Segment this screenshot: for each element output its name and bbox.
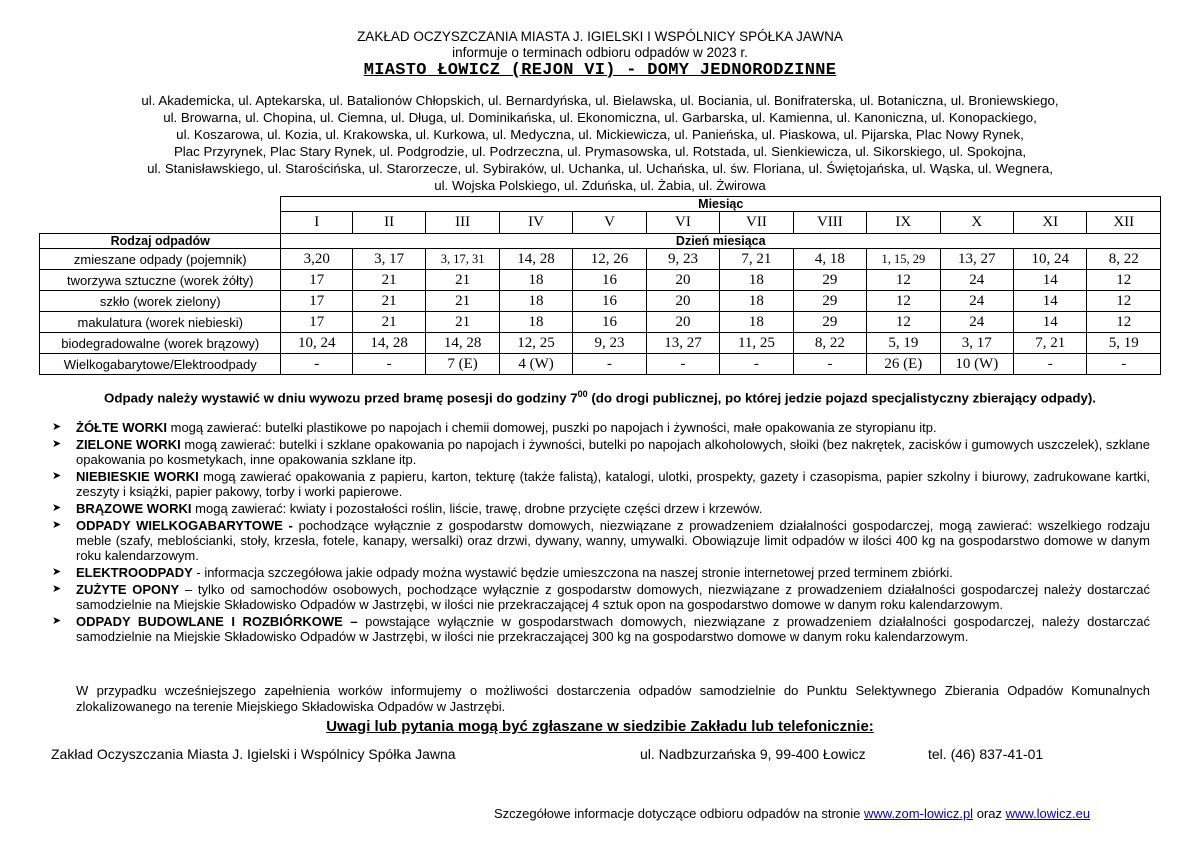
day-cell: -: [1014, 354, 1087, 375]
list-item: [52, 501, 1150, 516]
arrow-bullet-icon: ➤: [52, 614, 62, 627]
waste-type-header: Rodzaj odpadów: [40, 234, 281, 249]
day-cell: 17: [281, 312, 352, 333]
day-cell: 4 (W): [499, 354, 572, 375]
arrow-bullet-icon: ➤: [52, 421, 62, 433]
day-cell: 7, 21: [720, 249, 793, 270]
day-cell: 13, 27: [646, 333, 719, 354]
day-cell: 12: [867, 312, 940, 333]
waste-type-cell: makulatura (worek niebieski): [40, 312, 281, 333]
schedule-table: [39, 196, 1161, 375]
day-cell: 4, 18: [793, 249, 866, 270]
month-cell: VI: [646, 212, 719, 234]
street-list: [50, 92, 1150, 194]
note-superscript: 00: [577, 389, 588, 399]
day-cell: 12: [867, 270, 940, 291]
list-item-text: mogą zawierać: kwiaty i pozostałości roślin, liście, trawę, drobne przycięte części drzew i krzewów.: [191, 500, 763, 516]
waste-type-cell: szkło (worek zielony): [40, 291, 281, 312]
day-cell: 18: [499, 270, 572, 291]
info-paragraph: W przypadku wcześniejszego zapełnienia worków informujemy o możliwości dostarczenia odpadów samodzielnie do Punktu Selektywnego Zbierania Odpadów Komunalnych zlokalizowanego na terenie Miejskiego Składowiska Odpadów w Jastrzębi.: [76, 683, 1150, 714]
note-text-end: (do drogi publicznej, po której jedzie pojazd specjalistyczny zbierający odpady).: [587, 390, 1096, 406]
day-cell: 14: [1014, 312, 1087, 333]
day-cell: 20: [646, 270, 719, 291]
day-cell: 14, 28: [426, 333, 499, 354]
questions-heading: Uwagi lub pytania mogą być zgłaszane w siedzibie Zakładu lub telefonicznie:: [326, 718, 874, 735]
website-link-lowicz[interactable]: www.lowicz.eu: [1005, 806, 1091, 821]
day-cell: 20: [646, 312, 719, 333]
month-cell: X: [940, 212, 1013, 234]
street-line: ul. Browarna, ul. Chopina, ul. Ciemna, ul. Długa, ul. Dominikańska, ul. Ekonomiczna, ul. Garbarska, ul. Kamienna, ul. Kanoniczna, ul. Konopackiego,: [163, 110, 1037, 125]
list-item-text: mogą zawierać: butelki i szklane opakowania po napojach i żywności, butelki po napojach alkoholowych, słoiki (bez nakrętek, zacisków i gumowych uszczelek), szklane opakowania po kosmetykach, inne opakowania szklane itp.: [76, 436, 1150, 467]
day-cell: 21: [352, 291, 425, 312]
day-cell: 8, 22: [1087, 249, 1161, 270]
day-cell: 24: [940, 312, 1013, 333]
arrow-bullet-icon: ➤: [52, 469, 62, 482]
waste-type-cell: zmieszane odpady (pojemnik): [40, 249, 281, 270]
month-cell: II: [352, 212, 425, 234]
list-item-text: mogą zawierać opakowania z papieru, karton, tekturę (także falistą), katalogi, ulotki, prospekty, gazety i czasopisma, papier szkolny i biurowy, zadrukowane kartki, zeszyty i książki, papier pakowy, torby i worki papierowe.: [76, 468, 1150, 499]
day-cell: 21: [426, 312, 499, 333]
footer-conjunction: oraz: [973, 806, 1006, 821]
day-cell: 10, 24: [281, 333, 352, 354]
list-item-text: powstające wyłącznie w gospodarstwach domowych, niezwiązane z prowadzeniem działalności gospodarczej, należy dostarczać samodzielnie na Miejskie Składowisko Odpadów w Jastrzębi, w ilości nie przekraczającej 300 kg na gospodarstwo domowe w danym roku kalendarzowym.: [76, 613, 1150, 644]
street-line: ul. Wojska Polskiego, ul. Zduńska, ul. Żabia, ul. Żwirowa: [434, 178, 766, 193]
list-item-title: ZUŻYTE OPONY: [76, 581, 180, 597]
contact-company: Zakład Oczyszczania Miasta J. Igielski i Wspólnicy Spółka Jawna: [51, 746, 456, 762]
month-cell: III: [426, 212, 499, 234]
list-item-title: ŻÓŁTE WORKI: [76, 420, 167, 435]
arrow-bullet-icon: ➤: [52, 582, 62, 595]
day-cell: 21: [352, 312, 425, 333]
street-line: Plac Przyrynek, Plac Stary Rynek, ul. Podgrodzie, ul. Podrzeczna, ul. Prymasowska, ul. Rotstada, ul. Sienkiewicza, ul. Sikorskiego, ul. Spokojna,: [173, 144, 1027, 159]
day-cell: 12: [1087, 291, 1161, 312]
region-title: MIASTO ŁOWICZ (REJON VI) - DOMY JEDNORODZINNE: [363, 61, 837, 80]
day-cell: 18: [499, 291, 572, 312]
month-cell: IX: [867, 212, 940, 234]
month-cell: XI: [1014, 212, 1087, 234]
list-item: [52, 518, 1150, 564]
contact-phone: tel. (46) 837-41-01: [928, 746, 1044, 762]
arrow-bullet-icon: ➤: [52, 565, 62, 578]
document-subtitle: informuje o terminach odbioru odpadów w 2023 r.: [452, 45, 748, 60]
day-cell: 9, 23: [573, 333, 646, 354]
column-header-row: [40, 234, 1161, 249]
month-cell: VIII: [793, 212, 866, 234]
list-item-title: ODPADY BUDOWLANE I ROZBIÓRKOWE –: [76, 613, 358, 629]
month-cell: V: [573, 212, 646, 234]
day-cell: 17: [281, 291, 352, 312]
table-row: [40, 270, 1161, 291]
day-cell: 20: [646, 291, 719, 312]
day-cell: 16: [573, 270, 646, 291]
day-cell: 12: [1087, 270, 1161, 291]
street-line: ul. Akademicka, ul. Aptekarska, ul. Batalionów Chłopskich, ul. Bernardyńska, ul. Bielawska, ul. Bociania, ul. Bonifraterska, ul. Botaniczna, ul. Broniewskiego,: [141, 93, 1059, 108]
day-cell: -: [1087, 354, 1161, 375]
list-item-text: - informacja szczegółowa jakie odpady można wystawić będzie umieszczona na naszej stronie internetowej przed terminem zbiórki.: [192, 564, 953, 580]
day-cell: 16: [573, 291, 646, 312]
list-item: [52, 437, 1150, 467]
day-cell: 24: [940, 291, 1013, 312]
waste-type-cell: Wielkogabarytowe/Elektroodpady: [40, 354, 281, 375]
day-cell: 17: [281, 270, 352, 291]
day-cell: -: [646, 354, 719, 375]
day-cell: 13, 27: [940, 249, 1013, 270]
day-cell: 12: [1087, 312, 1161, 333]
day-cell: -: [352, 354, 425, 375]
month-cell: XII: [1087, 212, 1161, 234]
day-cell: 3, 17: [352, 249, 425, 270]
day-cell: 29: [793, 312, 866, 333]
table-row: [40, 291, 1161, 312]
arrow-bullet-icon: ➤: [52, 437, 62, 450]
day-header: Dzień miesiąca: [281, 234, 1161, 249]
day-cell: 14: [1014, 291, 1087, 312]
day-cell: 29: [793, 291, 866, 312]
street-line: ul. Koszarowa, ul. Kozia, ul. Krakowska, ul. Kurkowa, ul. Medyczna, ul. Mickiewicza, ul. Panieńska, ul. Piaskowa, ul. Pijarska, Plac Nowy Rynek,: [176, 127, 1024, 142]
contact-address: ul. Nadbzurzańska 9, 99-400 Łowicz: [640, 746, 866, 762]
company-name: ZAKŁAD OCZYSZCZANIA MIASTA J. IGIELSKI I WSPÓLNICY SPÓŁKA JAWNA: [357, 29, 843, 44]
day-cell: 3,20: [281, 249, 352, 270]
website-link-zom[interactable]: www.zom-lowicz.pl: [864, 806, 974, 821]
day-cell: 12: [867, 291, 940, 312]
table-row: [40, 312, 1161, 333]
day-cell: 21: [426, 291, 499, 312]
arrow-bullet-icon: ➤: [52, 518, 62, 531]
day-cell: 18: [720, 312, 793, 333]
list-item-title: ELEKTROODPADY: [76, 564, 193, 580]
day-cell: 10 (W): [940, 354, 1013, 375]
arrow-bullet-icon: ➤: [52, 501, 62, 514]
day-cell: 14: [1014, 270, 1087, 291]
day-cell: 26 (E): [867, 354, 940, 375]
day-cell: 24: [940, 270, 1013, 291]
waste-type-cell: biodegradowalne (worek brązowy): [40, 333, 281, 354]
list-item: [52, 420, 1150, 435]
day-cell: 11, 25: [720, 333, 793, 354]
footer-text: Szczegółowe informacje dotyczące odbioru odpadów na stronie: [494, 806, 864, 821]
day-cell: 18: [720, 291, 793, 312]
table-row: [40, 333, 1161, 354]
day-cell: 16: [573, 312, 646, 333]
month-cell: VII: [720, 212, 793, 234]
day-cell: 21: [426, 270, 499, 291]
day-cell: -: [720, 354, 793, 375]
day-cell: -: [281, 354, 352, 375]
day-cell: 18: [499, 312, 572, 333]
document-header: [0, 28, 1200, 81]
day-cell: -: [793, 354, 866, 375]
day-cell: 7 (E): [426, 354, 499, 375]
day-cell: 18: [720, 270, 793, 291]
list-item: [52, 565, 1150, 580]
day-cell: -: [573, 354, 646, 375]
day-cell: 5, 19: [1087, 333, 1161, 354]
list-item-text: pochodzące wyłącznie z gospodarstw domowych, niezwiązane z prowadzeniem działalności gospodarczej, mogą zawierać: wszelkiego rodzaju meble (szafy, meblościanki, stoły, krzesła, fotele, kanapy, wersalki) oraz drzwi, dywany, wanny, umywalki. Obowiązuje limit odpadów w ilości 400 kg na gospodarstwo domowe w danym roku kalendarzowym.: [76, 517, 1151, 563]
day-cell: 1, 15, 29: [867, 249, 940, 270]
month-header-row: [40, 197, 1161, 212]
list-item-title: ZIELONE WORKI: [76, 436, 181, 452]
list-item-title: NIEBIESKIE WORKI: [76, 468, 199, 484]
note-text: Odpady należy wystawić w dniu wywozu przed bramę posesji do godziny 7: [104, 390, 578, 406]
day-cell: 3, 17, 31: [426, 249, 499, 270]
day-cell: 12, 26: [573, 249, 646, 270]
day-cell: 29: [793, 270, 866, 291]
list-item-title: ODPADY WIELKOGABARYTOWE -: [76, 517, 293, 533]
list-item-title: BRĄZOWE WORKI: [76, 500, 192, 516]
list-item: [52, 469, 1150, 499]
street-line: ul. Stanisławskiego, ul. Starościńska, ul. Starorzecze, ul. Sybiraków, ul. Uchanka, ul. Uchańska, ul. św. Floriana, ul. Świętojańska, ul. Wąska, ul. Wegnera,: [147, 161, 1053, 176]
day-cell: 5, 19: [867, 333, 940, 354]
month-header: Miesiąc: [281, 197, 1161, 212]
collection-note: [0, 386, 1200, 406]
waste-info-list: [52, 420, 1150, 646]
day-cell: 8, 22: [793, 333, 866, 354]
footer-info: [494, 806, 1090, 821]
month-cell: I: [281, 212, 352, 234]
day-cell: 3, 17: [940, 333, 1013, 354]
list-item: [52, 614, 1150, 644]
table-row: [40, 249, 1161, 270]
day-cell: 7, 21: [1014, 333, 1087, 354]
day-cell: 14, 28: [352, 333, 425, 354]
table-row: [40, 354, 1161, 375]
day-cell: 9, 23: [646, 249, 719, 270]
month-cell: IV: [499, 212, 572, 234]
day-cell: 21: [352, 270, 425, 291]
day-cell: 12, 25: [499, 333, 572, 354]
list-item: [52, 582, 1150, 612]
day-cell: 14, 28: [499, 249, 572, 270]
day-cell: 10, 24: [1014, 249, 1087, 270]
waste-type-cell: tworzywa sztuczne (worek żółty): [40, 270, 281, 291]
list-item-text: – tylko od samochodów osobowych, pochodzące wyłącznie z gospodarstw domowych, niezwiązane z prowadzeniem działalności gospodarczej należy dostarczać samodzielnie na Miejskie Składowisko Odpadów w Jastrzębi, w ilości nie przekraczającej 4 sztuk opon na gospodarstwo domowe w danym roku kalendarzowym.: [76, 581, 1150, 612]
list-item-text: mogą zawierać: butelki plastikowe po napojach i chemii domowej, puszki po napojach i żywności, małe opakowania ze styropianu itp.: [167, 420, 937, 435]
